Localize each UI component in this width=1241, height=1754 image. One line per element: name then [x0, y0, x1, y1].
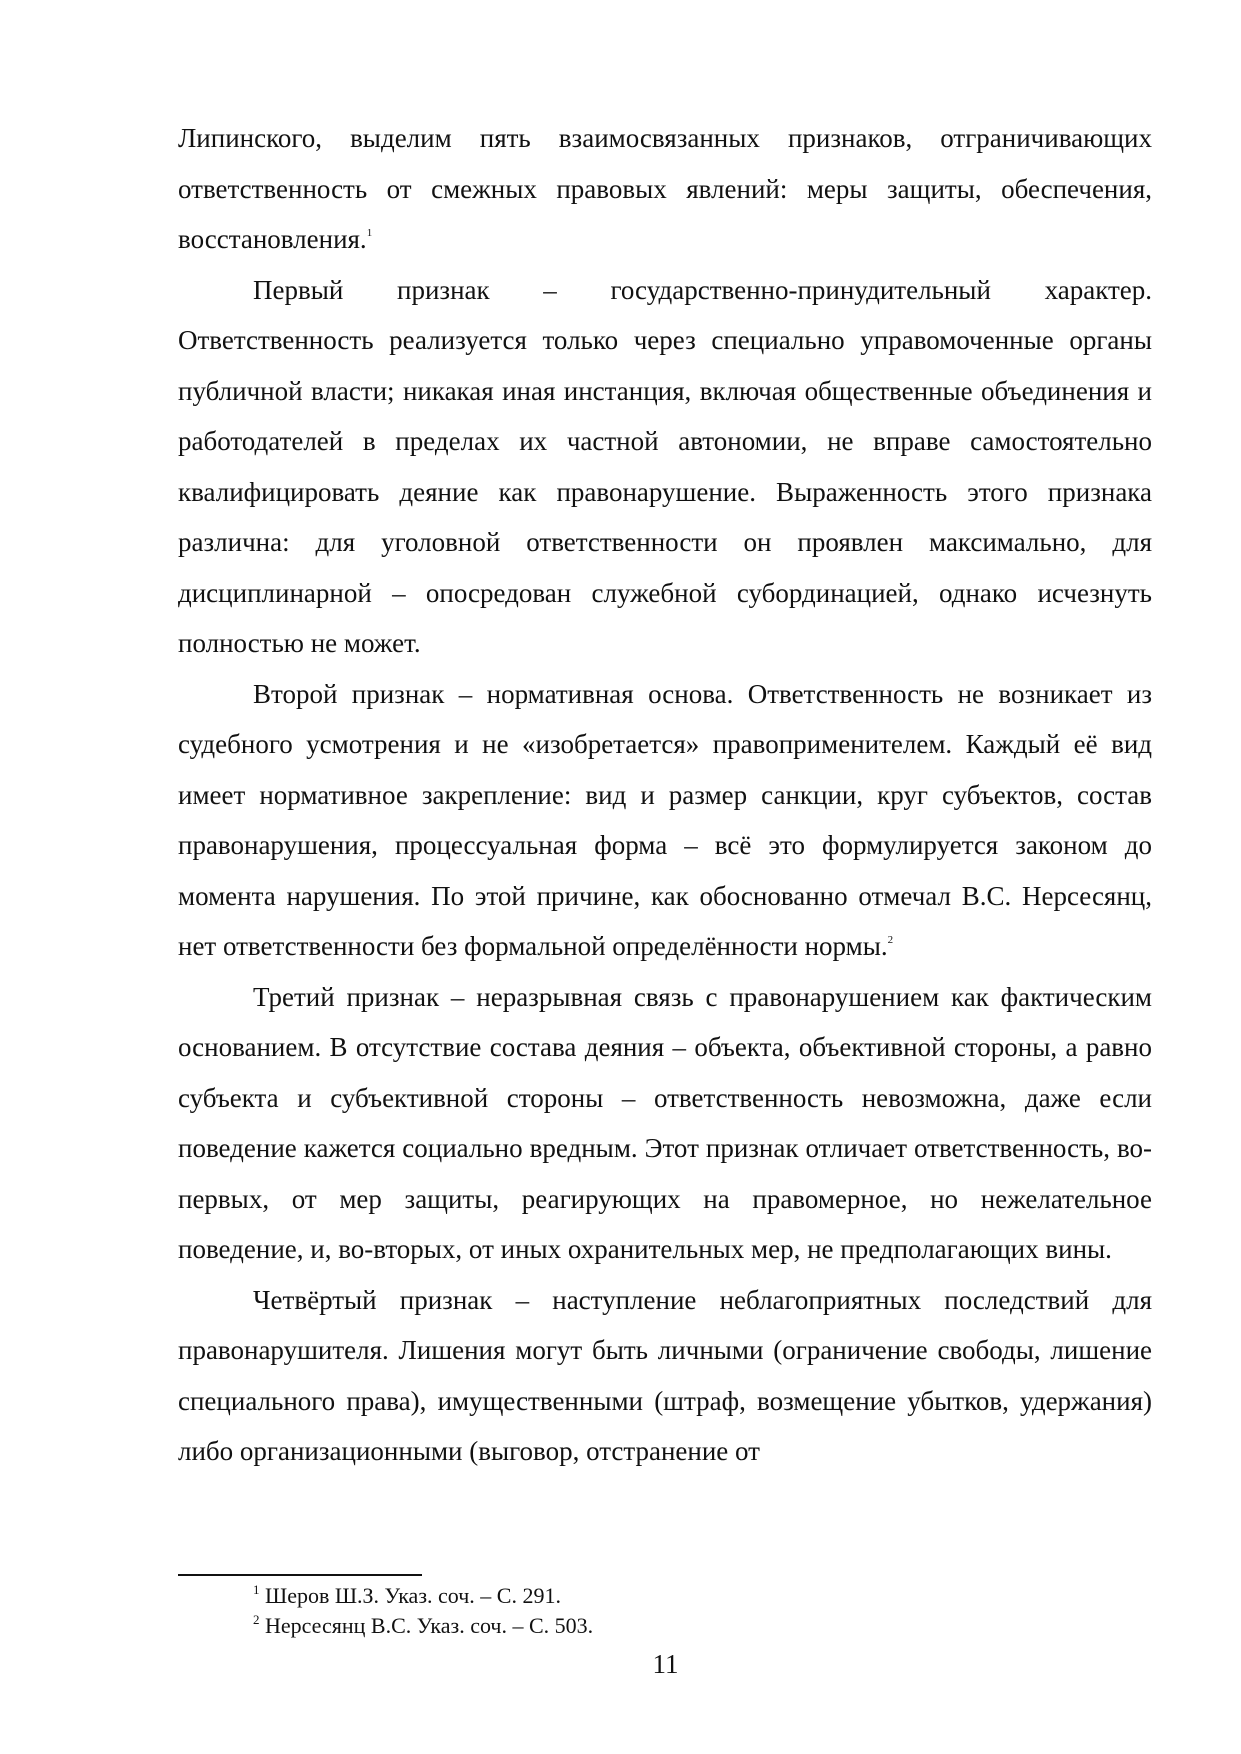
main-text [178, 113, 1152, 1477]
footnote-number: 1 [253, 1582, 260, 1597]
paragraph-first-feature: Первый признак – государственно-принудительный характер. Ответственность реализуется только через специально управомоченные органы публичной власти; никакая иная инстанция, включая общественные объединения и работодателей в пределах их частной автономии, не вправе самостоятельно квалифицировать деяние как правонарушение. Выраженность этого признака различна: для уголовной ответственности он проявлен максимально, для дисциплинарной – опосредован служебной субординацией, однако исчезнуть полностью не может. [178, 274, 1152, 658]
footnote-text: Нерсесянц В.С. Указ. соч. – С. 503. [265, 1613, 594, 1638]
paragraph-fourth-feature: Четвёртый признак – наступление неблагоприятных последствий для правонарушителя. Лишения могут быть личными (ограничение свободы, лишение специального права), имущественными (штраф, возмещение убытков, удержания) либо организационными (выговор, отстранение от [178, 1284, 1152, 1466]
footnote-text: Шеров Ш.З. Указ. соч. – С. 291. [265, 1583, 561, 1608]
paragraph-second-feature: Второй признак – нормативная основа. Ответственность не возникает из судебного усмотрения и не «изобретается» правоприменителем. Каждый её вид имеет нормативное закрепление: вид и размер санкции, круг субъектов, состав правонарушения, процессуальная форма – всё это формулируется законом до момента нарушения. По этой причине, как обоснованно отмечал В.С. Нерсесянц, нет ответственности без формальной определённости нормы.$^2$ [178, 678, 1152, 961]
footnote-item [253, 1611, 1152, 1641]
footnote-separator [178, 1574, 422, 1576]
footnotes [253, 1581, 1152, 1641]
footnote-ref: 2 [887, 934, 894, 946]
page-number: 11 [652, 1649, 679, 1679]
footnote-item [253, 1581, 1152, 1611]
footnote-ref: 1 [366, 227, 373, 239]
paragraph-third-feature: Третий признак – неразрывная связь с правонарушением как фактическим основанием. В отсутствие состава деяния – объекта, объективной стороны, а равно субъекта и субъективной стороны – ответственность невозможна, даже если поведение кажется социально вредным. Этот признак отличает ответственность, во-первых, от мер защиты, реагирующих на правомерное, но нежелательное поведение, и, во-вторых, от иных охранительных мер, не предполагающих вины. [178, 981, 1152, 1264]
paragraph-continuation: Липинского, выделим пять взаимосвязанных признаков, отграничивающих ответственность от смежных правовых явлений: меры защиты, обеспечения, восстановления.$^1$ [178, 123, 1152, 254]
footnote-number: 2 [253, 1612, 260, 1627]
